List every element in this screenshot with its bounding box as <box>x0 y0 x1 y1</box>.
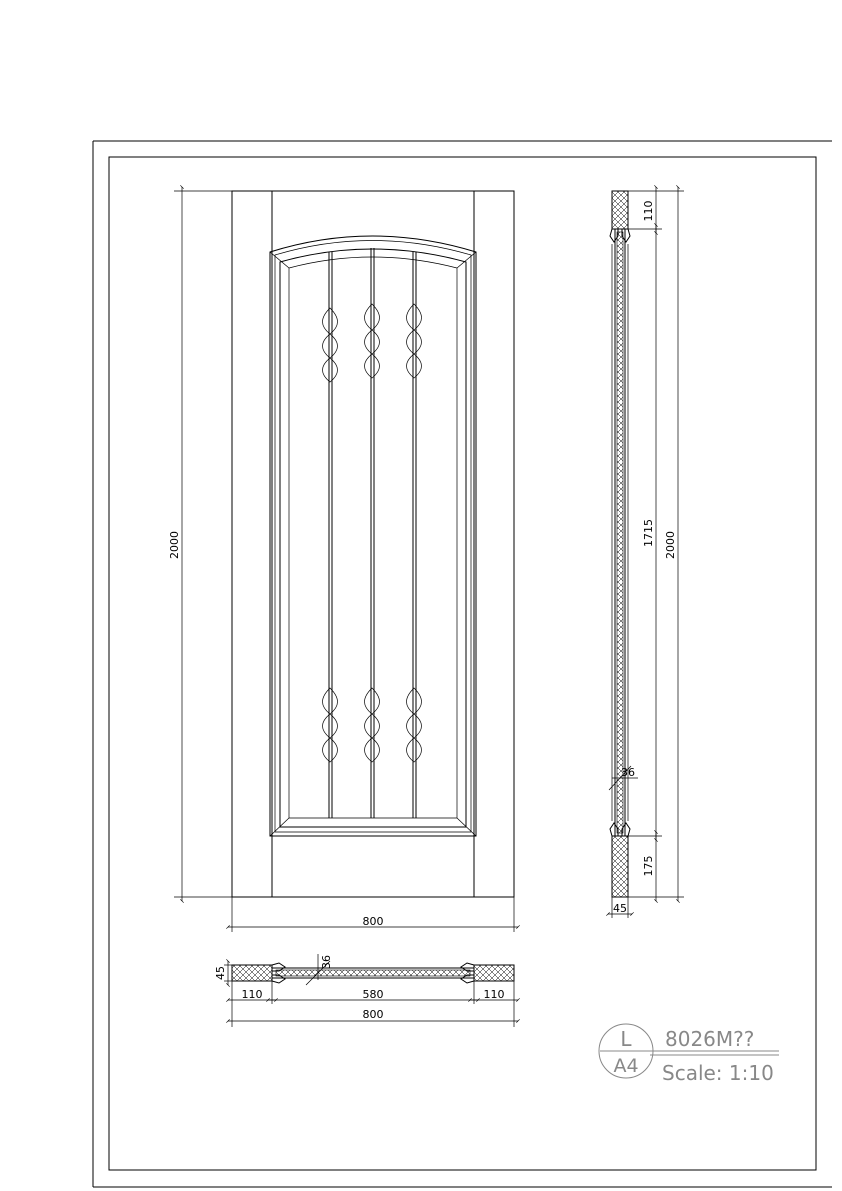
section-left-stile-label: 110 <box>241 988 263 1001</box>
door-front-view <box>168 187 518 932</box>
door-outline <box>232 191 514 897</box>
side-total-height-dimension <box>664 187 678 901</box>
section-panel-dimension <box>268 988 478 1001</box>
side-bottom-rail <box>612 836 628 897</box>
section-total-width-dimension <box>228 1008 518 1021</box>
door-molding-outer <box>270 236 476 836</box>
section-right-stile <box>474 965 514 981</box>
front-height-label: 2000 <box>168 531 181 559</box>
section-glass-label: 36 <box>320 955 333 969</box>
title-block <box>599 1024 779 1085</box>
sheet-size: A4 <box>613 1055 639 1077</box>
drawing-scale: Scale: 1:10 <box>662 1061 774 1085</box>
side-thickness-label: 45 <box>613 902 627 915</box>
model-number: 8026M?? <box>665 1027 755 1051</box>
section-thickness-label: 45 <box>214 966 227 980</box>
door-glass-frame <box>280 249 466 827</box>
section-glass-dimension <box>306 954 333 985</box>
section-total-width-label: 800 <box>362 1008 384 1021</box>
side-bottom-rail-dimension <box>642 832 656 901</box>
front-height-dimension <box>168 187 232 901</box>
section-panel-label: 580 <box>362 988 384 1001</box>
section-left-stile-dimension <box>228 988 276 1001</box>
door-side-view <box>608 187 684 918</box>
door-section-view <box>214 954 518 1027</box>
side-top-rail <box>612 191 628 229</box>
side-glass-label: 36 <box>621 766 635 779</box>
sheet-letter: L <box>620 1027 632 1051</box>
front-width-dimension <box>228 897 518 932</box>
side-panel-label: 1715 <box>642 519 655 547</box>
section-left-stile <box>232 965 272 981</box>
section-right-stile-dimension <box>470 988 518 1001</box>
side-top-rail-label: 110 <box>642 200 655 222</box>
side-thickness-dimension <box>608 897 632 918</box>
door-grille-bars <box>329 248 416 818</box>
side-panel-dimension <box>642 225 656 840</box>
section-right-stile-label: 110 <box>483 988 505 1001</box>
front-width-label: 800 <box>362 915 384 928</box>
door-grille-ornaments <box>323 304 422 762</box>
section-thickness-dimension <box>214 961 232 985</box>
side-glass-dimension <box>609 766 638 790</box>
side-total-height-label: 2000 <box>664 531 677 559</box>
side-bottom-rail-label: 175 <box>642 855 655 877</box>
side-top-rail-dimension <box>642 187 656 233</box>
